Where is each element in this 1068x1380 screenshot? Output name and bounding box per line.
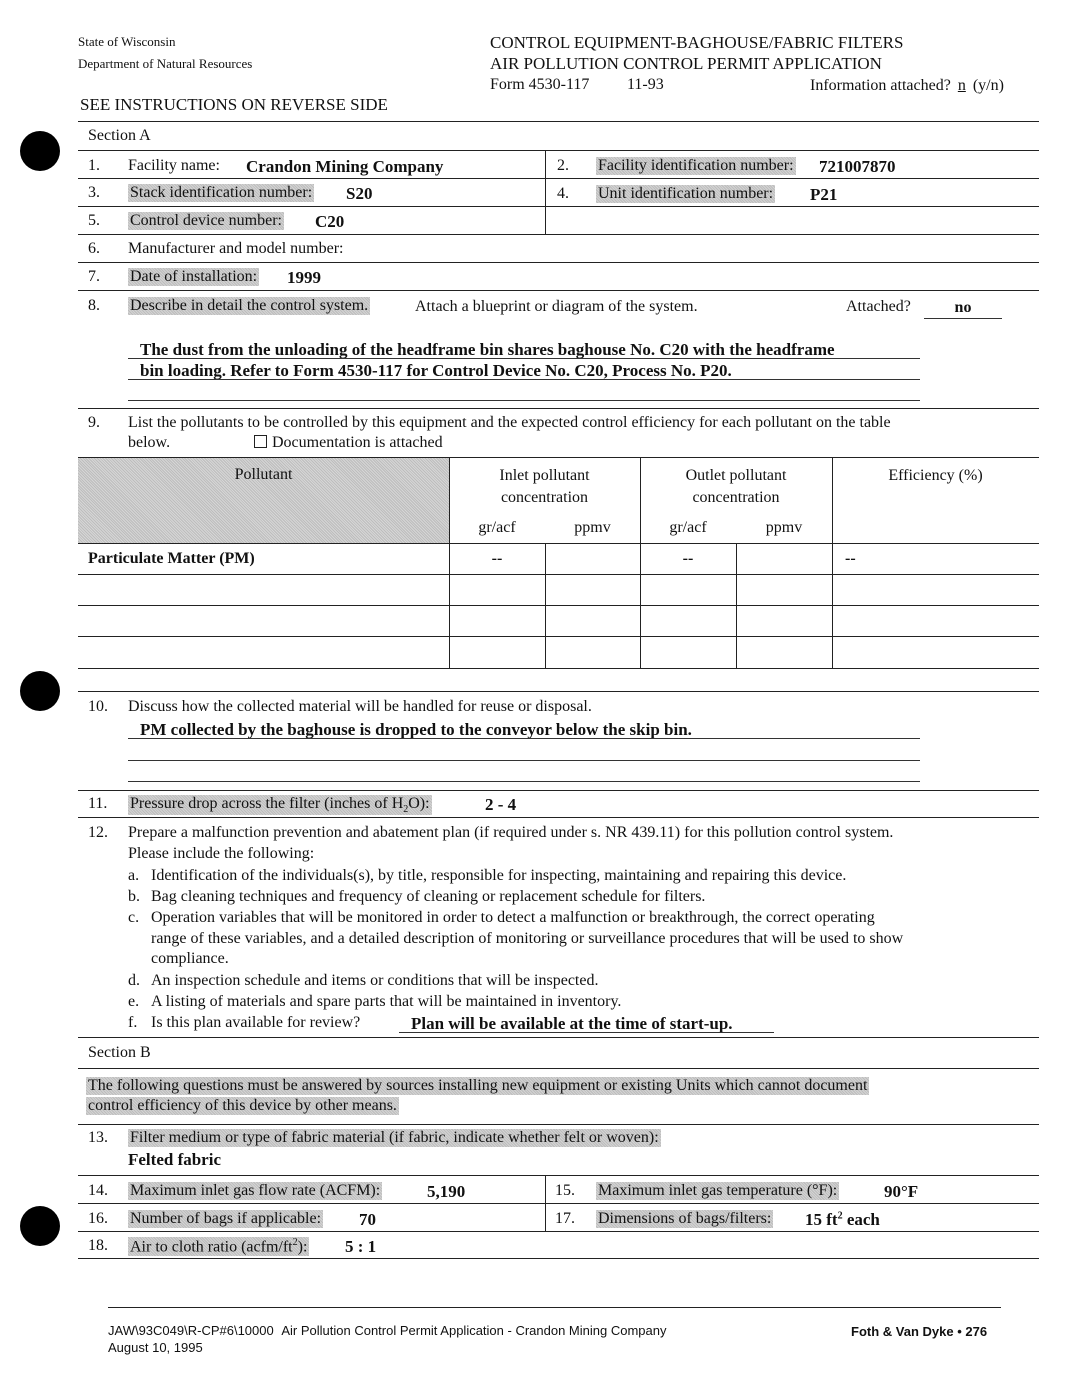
rule-q14-top xyxy=(78,1175,1039,1176)
q17-value-post: each xyxy=(842,1210,880,1229)
q12-item-c-text3: compliance. xyxy=(151,950,229,967)
q11-label xyxy=(128,795,432,815)
q12-item-b-text: Bag cleaning techniques and frequency of cleaning or replacement schedule for filters. xyxy=(151,888,706,905)
q18-air-to-cloth[interactable]: 5 : 1 xyxy=(345,1237,377,1256)
header-outlet-line1: Outlet pollutant xyxy=(685,467,787,484)
rule-row6-top xyxy=(78,290,1039,291)
col-divider-top xyxy=(545,150,546,234)
footer-doc-ref xyxy=(108,1323,666,1338)
table-row2-bottom xyxy=(78,605,1039,606)
table-col-2 xyxy=(545,543,546,668)
q15-number: 15. xyxy=(555,1182,575,1199)
footer-doc-title: Air Pollution Control Permit Application - Crandon Mining Company xyxy=(281,1323,667,1338)
q15-gas-temperature[interactable]: 90°F xyxy=(884,1182,919,1201)
q8-attached-underline xyxy=(924,318,1002,319)
form-title-line2: AIR POLLUTION CONTROL PERMIT APPLICATION xyxy=(490,54,882,73)
q12-item-f-underline xyxy=(399,1032,774,1033)
documentation-checkbox[interactable] xyxy=(254,435,267,448)
rule-section-b-note-top xyxy=(78,1068,1039,1069)
table-row-pollutant[interactable]: Particulate Matter (PM) xyxy=(88,550,255,567)
q12-text-line1: Prepare a malfunction prevention and abatement plan (if required under s. NR 439.11) for this pollution control system. xyxy=(128,824,894,841)
q14-flow-rate[interactable]: 5,190 xyxy=(427,1182,466,1201)
q17-value-pre: 15 ft xyxy=(805,1210,838,1229)
section-a-title: Section A xyxy=(88,127,151,144)
rule-section-b-bottom xyxy=(78,1258,1039,1259)
q8-answer-line2[interactable]: bin loading. Refer to Form 4530-117 for Control Device No. C20, Process No. P20. xyxy=(140,361,732,380)
q12-item-d-letter: d. xyxy=(128,972,140,989)
rule-row2-top xyxy=(78,178,1039,179)
q1-label: Facility name: xyxy=(128,157,220,174)
q12-item-f-text: Is this plan available for review? xyxy=(151,1014,361,1031)
q11-label-pre: Pressure drop across the filter (inches of H xyxy=(130,795,404,812)
q3-label: Stack identification number: xyxy=(130,184,313,201)
q14-label: Maximum inlet gas flow rate (ACFM): xyxy=(130,1182,381,1199)
q5-label: Control device number: xyxy=(130,212,282,229)
header-outlet-gr: gr/acf xyxy=(669,519,707,536)
q13-number: 13. xyxy=(88,1129,108,1146)
q17-value-sup: 2 xyxy=(837,1210,843,1222)
q12-item-e-text: A listing of materials and spare parts that will be maintained in inventory. xyxy=(151,993,622,1010)
info-attached-label: Information attached? xyxy=(810,77,951,94)
header-outlet-line2: concentration xyxy=(692,489,780,506)
section-a-top-rule xyxy=(78,121,1039,122)
q16-label: Number of bags if applicable: xyxy=(130,1210,322,1227)
info-attached-value[interactable]: n xyxy=(957,77,966,94)
rule-q12-top xyxy=(78,817,1039,818)
section-b-note-line2: control efficiency of this device by other means. xyxy=(88,1097,397,1114)
q8-answer-underline2 xyxy=(128,379,920,380)
table-col-3 xyxy=(640,457,641,668)
q16-number: 16. xyxy=(88,1210,108,1227)
q1-number: 1. xyxy=(88,157,100,174)
q18-label-pre: Air to cloth ratio (acfm/ft xyxy=(130,1238,293,1256)
footer-firm: Foth & Van Dyke xyxy=(851,1324,954,1339)
header-outlet-ppmv: ppmv xyxy=(765,519,803,536)
q8-answer-underline1 xyxy=(128,358,920,359)
q17-bag-dimensions[interactable] xyxy=(805,1210,880,1230)
rule-q16-top xyxy=(78,1203,1039,1204)
department-label: Department of Natural Resources xyxy=(78,56,253,71)
footer-doc-path: JAW\93C049\R-CP#6\10000 xyxy=(108,1323,274,1338)
footer-firm-page xyxy=(851,1324,987,1339)
info-attached-suffix: (y/n) xyxy=(972,77,1004,94)
table-row1-bottom xyxy=(78,574,1039,575)
q9-documentation[interactable] xyxy=(254,434,443,452)
table-header-bottom xyxy=(78,543,1039,544)
q13-label: Filter medium or type of fabric material (if fabric, indicate whether felt or woven): xyxy=(130,1129,659,1146)
q12-item-d-text: An inspection schedule and items or conditions that will be inspected. xyxy=(151,972,599,989)
q12-text-line2: Please include the following: xyxy=(128,845,315,862)
q17-label: Dimensions of bags/filters: xyxy=(598,1210,772,1227)
q11-label-post: O): xyxy=(408,795,430,812)
q8-attached-label: Attached? xyxy=(846,298,911,315)
q9-text-line1: List the pollutants to be controlled by this equipment and the expected control efficiency for each pollutant on the table xyxy=(128,414,891,431)
header-inlet-ppmv: ppmv xyxy=(574,519,611,536)
table-bottom-rule xyxy=(78,668,1039,669)
table-row-outlet-gr[interactable]: -- xyxy=(682,550,694,567)
q14-number: 14. xyxy=(88,1182,108,1199)
rule-row1-top xyxy=(78,150,1039,151)
q10-underline1 xyxy=(128,738,920,739)
q4-label: Unit identification number: xyxy=(598,185,774,202)
footer-page-number: 276 xyxy=(965,1324,988,1339)
table-col-1 xyxy=(449,457,450,668)
q12-number: 12. xyxy=(88,824,108,841)
q8-instruction: Attach a blueprint or diagram of the system. xyxy=(415,298,698,315)
rule-q10-top xyxy=(78,691,1039,692)
rule-row3-top xyxy=(78,206,1039,207)
form-title-line1: CONTROL EQUIPMENT-BAGHOUSE/FABRIC FILTERS xyxy=(490,33,904,52)
header-inlet-gr: gr/acf xyxy=(478,519,516,536)
q6-label: Manufacturer and model number: xyxy=(128,240,344,257)
q13-filter-medium[interactable]: Felted fabric xyxy=(128,1150,221,1169)
q3-stack-id[interactable]: S20 xyxy=(346,184,373,203)
q10-underline3 xyxy=(128,781,920,782)
punch-hole-middle xyxy=(20,671,60,711)
q8-attached-value[interactable]: no xyxy=(954,299,972,316)
form-number: Form 4530-117 xyxy=(490,76,590,93)
q8-answer-underline3 xyxy=(128,400,920,401)
q2-number: 2. xyxy=(557,157,569,174)
table-row3-bottom xyxy=(78,636,1039,637)
footer-bullet: • xyxy=(957,1324,962,1339)
table-col-4 xyxy=(736,543,737,668)
rule-q18-top xyxy=(78,1231,1039,1232)
punch-hole-bottom xyxy=(20,1206,60,1246)
q12-item-a-letter: a. xyxy=(128,867,140,884)
instructions-note: SEE INSTRUCTIONS ON REVERSE SIDE xyxy=(80,95,388,114)
rule-q13-top xyxy=(78,1124,1039,1125)
table-row-inlet-gr[interactable]: -- xyxy=(491,550,503,567)
rule-section-b-top xyxy=(78,1037,1039,1038)
q4-number: 4. xyxy=(557,185,569,202)
documentation-label: Documentation is attached xyxy=(272,434,443,451)
q10-number: 10. xyxy=(88,698,108,715)
q10-text: Discuss how the collected material will be handled for reuse or disposal. xyxy=(128,698,592,715)
q2-facility-id[interactable]: 721007870 xyxy=(819,157,896,176)
q8-number: 8. xyxy=(88,297,100,314)
q9-text-line2: below. xyxy=(128,434,171,451)
q10-underline2 xyxy=(128,760,920,761)
q6-number: 6. xyxy=(88,240,100,257)
section-b-note-line1: The following questions must be answered by sources installing new equipment or existing Units which cannot document xyxy=(88,1077,868,1094)
q10-answer[interactable]: PM collected by the baghouse is dropped to the conveyor below the skip bin. xyxy=(140,720,692,739)
q18-label xyxy=(128,1237,309,1256)
q18-number: 18. xyxy=(88,1237,108,1254)
q18-label-sup: 2 xyxy=(292,1237,298,1248)
q11-number: 11. xyxy=(88,795,108,812)
q2-label: Facility identification number: xyxy=(598,157,794,174)
q12-item-c-text: Operation variables that will be monitored in order to detect a malfunction or breakthrough, the correct operating xyxy=(151,909,875,926)
rule-row5-top xyxy=(78,262,1039,263)
q7-install-date[interactable]: 1999 xyxy=(287,268,321,287)
q12-item-e-letter: e. xyxy=(128,993,140,1010)
q7-label: Date of installation: xyxy=(130,268,258,285)
q7-number: 7. xyxy=(88,268,100,285)
q12-item-b-letter: b. xyxy=(128,888,140,905)
q4-unit-id[interactable]: P21 xyxy=(810,185,838,204)
table-col-5 xyxy=(832,457,833,668)
q1-facility-name[interactable]: Crandon Mining Company xyxy=(246,157,444,176)
q8-answer-line1[interactable]: The dust from the unloading of the headframe bin shares baghouse No. C20 with the headframe xyxy=(140,340,835,359)
header-efficiency: Efficiency (%) xyxy=(888,467,983,484)
footer-date: August 10, 1995 xyxy=(108,1340,203,1355)
q18-label-post: ): xyxy=(297,1238,308,1256)
q5-number: 5. xyxy=(88,212,100,229)
q12-item-c-text2: range of these variables, and a detailed description of monitoring or surveillance procedures that will be used to show xyxy=(151,930,904,947)
header-pollutant: Pollutant xyxy=(234,466,293,483)
rule-row4-top xyxy=(78,234,1039,235)
table-row-efficiency[interactable]: -- xyxy=(845,550,856,567)
q17-number: 17. xyxy=(555,1210,575,1227)
q9-number: 9. xyxy=(88,414,100,431)
header-inlet-line2: concentration xyxy=(500,489,589,506)
q12-item-f-letter: f. xyxy=(128,1014,138,1031)
q12-item-a-text: Identification of the individuals(s), by title, responsible for inspecting, maintaining and repairing this device. xyxy=(151,867,847,884)
q11-pressure-drop[interactable]: 2 - 4 xyxy=(485,795,517,814)
header-inlet-line1: Inlet pollutant xyxy=(499,467,590,484)
q3-number: 3. xyxy=(88,184,100,201)
q11-label-sub: 2 xyxy=(403,804,409,816)
table-top-rule xyxy=(78,457,1039,458)
q12-item-f-answer[interactable]: Plan will be available at the time of start-up. xyxy=(411,1014,733,1033)
footer-rule xyxy=(108,1307,1001,1308)
rule-q11-top xyxy=(78,790,1039,791)
state-label: State of Wisconsin xyxy=(78,34,176,49)
q8-label: Describe in detail the control system. xyxy=(130,297,369,314)
form-date: 11-93 xyxy=(627,76,664,93)
q5-control-device[interactable]: C20 xyxy=(315,212,345,231)
q12-item-c-letter: c. xyxy=(128,909,140,926)
info-attached xyxy=(810,77,1004,95)
punch-hole-top xyxy=(20,131,60,171)
q15-label: Maximum inlet gas temperature (°F): xyxy=(598,1182,838,1199)
rule-q9-top xyxy=(78,408,1039,409)
q16-number-of-bags[interactable]: 70 xyxy=(359,1210,376,1229)
col-divider-bottom xyxy=(545,1175,546,1231)
section-b-title: Section B xyxy=(88,1044,151,1061)
